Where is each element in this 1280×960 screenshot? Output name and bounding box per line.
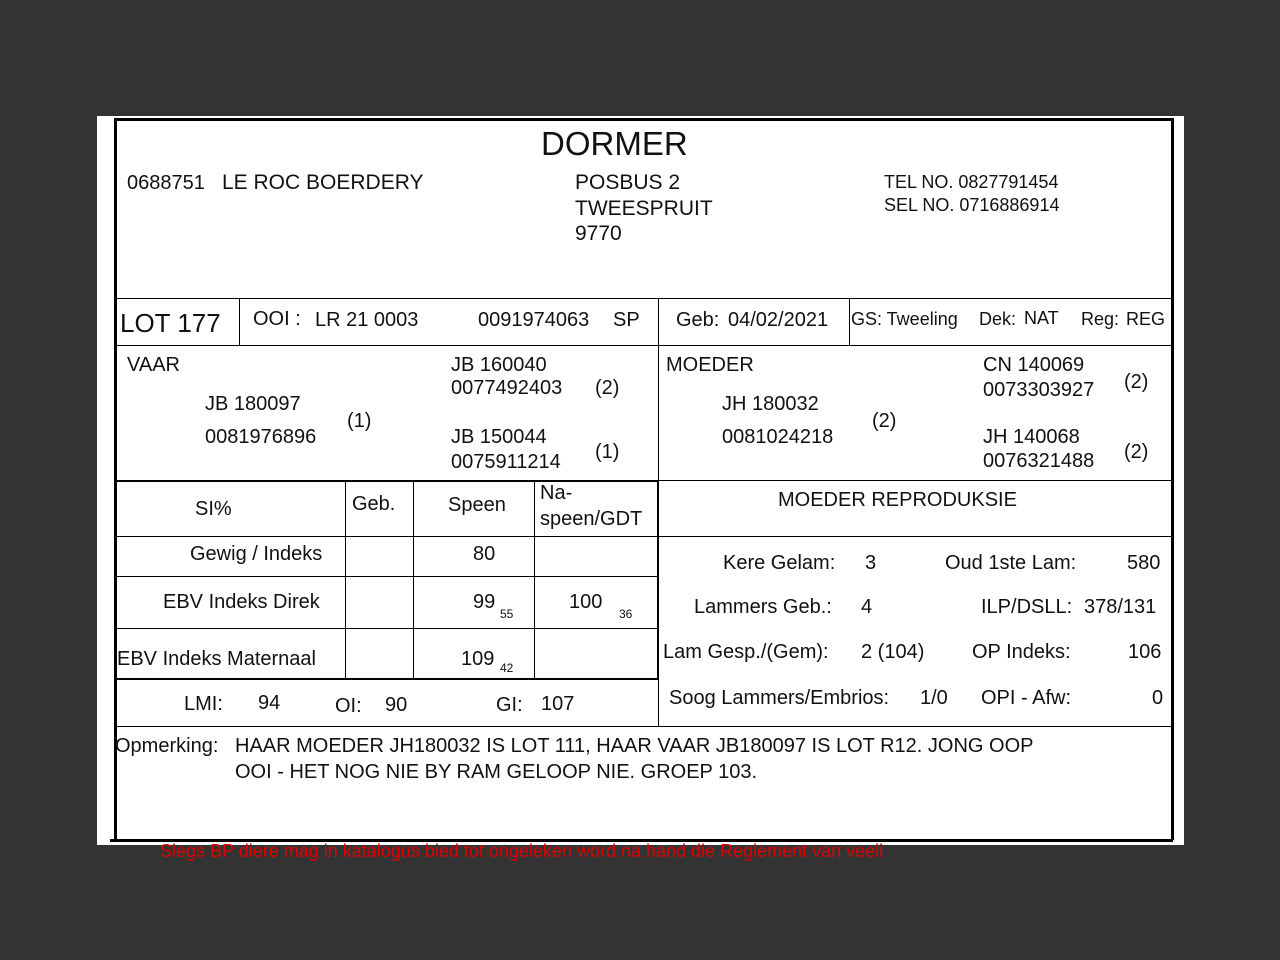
divider-col-geb [413,480,414,678]
opi-label: OPI - Afw: [981,687,1072,709]
dam-dam-code: (2) [1124,441,1149,463]
address-line-1: POSBUS 2 [575,171,681,194]
lot-number: LOT 177 [120,308,221,338]
divider-repro-header [659,536,1172,537]
dek-label: Dek: [979,309,1017,329]
remarks-label: Opmerking: [115,735,219,757]
sire-code: (1) [347,410,372,432]
lmi-label: LMI: [184,693,223,715]
dam-number: 0081024218 [722,426,834,448]
header-naspeen-1: Na- [540,482,573,504]
ilp-value: 378/131 [1084,596,1157,618]
dam-id: JH 180032 [722,393,819,415]
sire-id: JB 180097 [205,393,301,415]
gi-value: 107 [541,693,575,715]
footer-red-text: Slegs BP diere mag in katalogus bied tot ongeleken word na hand die Reglement van veeli [160,841,884,861]
sire-sire-number: 0077492403 [451,377,563,399]
reg-value: REG [1126,309,1166,329]
dam-sire-number: 0073303927 [983,379,1095,401]
soog-label: Soog Lammers/Embrios: [669,687,890,709]
row-direk-speen-sub: 55 [500,607,514,621]
row-direk-label: EBV Indeks Direk [163,591,320,613]
dam-dam-number: 0076321488 [983,450,1095,472]
row-direk-naspeen-sub: 36 [619,607,633,621]
divider-lot-cell [239,298,240,345]
kere-gelam-value: 3 [865,552,877,574]
dam-sire-id: CN 140069 [983,354,1085,376]
sire-sire-id: JB 160040 [451,354,547,376]
remarks-line-2: OOI - HET NOG NIE BY RAM GELOOP NIE. GROEP 103. [235,761,758,783]
row-maternaal-speen: 109 [461,648,495,670]
row-direk-naspeen: 100 [569,591,603,613]
moeder-label: MOEDER [666,354,754,376]
divider-col-speen [534,480,535,678]
opi-value: 0 [1152,687,1164,709]
soog-value: 1/0 [920,687,948,709]
dek-value: NAT [1024,308,1059,328]
kere-gelam-label: Kere Gelam: [723,552,836,574]
dam-dam-id: JH 140068 [983,426,1080,448]
row-direk-speen: 99 [473,591,496,613]
header-naspeen-2: speen/GDT [540,508,643,530]
lam-gesp-value: 2 (104) [861,641,925,663]
divider-table-row1 [114,576,659,577]
oud-value: 580 [1127,552,1161,574]
vaar-label: VAAR [127,354,180,376]
sel-number: SEL NO. 0716886914 [884,195,1060,215]
sire-sire-code: (2) [595,377,620,399]
remarks-line-1: HAAR MOEDER JH180032 IS LOT 111, HAAR VAAR JB180097 IS LOT R12. JONG OOP [235,735,1034,757]
lmi-value: 94 [258,692,281,714]
divider-table-bottom [114,678,659,680]
sire-dam-code: (1) [595,441,620,463]
divider-remarks-top [114,726,1172,727]
dam-sire-code: (2) [1124,371,1149,393]
ooi-reg-suffix: SP [613,309,640,331]
divider-pedigree-bottom-right [659,480,1172,481]
gi-label: GI: [496,694,523,716]
geb-label: Geb: [676,309,720,331]
oud-label: Oud 1ste Lam: [945,552,1077,574]
op-label: OP Indeks: [972,641,1071,663]
lammers-geb-value: 4 [861,596,873,618]
ooi-id: LR 21 0003 [315,309,419,331]
lot-card [114,118,1174,840]
oi-value: 90 [385,694,408,716]
owner-name: LE ROC BOERDERY [222,171,424,194]
gs-status: GS: Tweeling [851,309,958,329]
row-gewig-label: Gewig / Indeks [190,543,323,565]
header-si: SI% [195,498,232,520]
address-line-2: TWEESPRUIT [575,197,713,220]
sire-number: 0081976896 [205,426,317,448]
address-line-3: 9770 [575,222,622,245]
divider-table-row2 [114,628,659,629]
owner-number: 0688751 [127,172,205,194]
sire-dam-id: JB 150044 [451,426,547,448]
divider-pedigree-bottom-left [114,480,659,482]
header-geb: Geb. [352,493,396,515]
divider-col-naspeen [657,480,659,678]
sire-dam-number: 0075911214 [451,451,561,473]
lammers-geb-label: Lammers Geb.: [694,596,832,618]
divider-geb-cell [849,298,850,345]
tel-number: TEL NO. 0827791454 [884,172,1059,192]
row-maternaal-label: EBV Indeks Maternaal [117,648,316,670]
header-speen: Speen [448,494,506,516]
geb-date: 04/02/2021 [728,309,829,331]
divider-table-header [114,536,659,537]
breed-title: DORMER [541,125,688,162]
row-maternaal-speen-sub: 42 [500,661,514,675]
reg-label: Reg: [1081,309,1120,329]
repro-title: MOEDER REPRODUKSIE [778,489,1017,511]
row-gewig-speen: 80 [473,543,496,565]
ooi-label: OOI : [253,308,301,330]
ooi-reg-number: 0091974063 [478,309,590,331]
ilp-label: ILP/DSLL: [981,596,1073,618]
oi-label: OI: [335,695,362,717]
divider-lot-row-bottom [114,345,1172,346]
divider-col-label [345,480,346,678]
op-value: 106 [1128,641,1162,663]
divider-lot-row-top [114,298,1172,299]
lam-gesp-label: Lam Gesp./(Gem): [663,641,829,663]
dam-code: (2) [872,410,897,432]
